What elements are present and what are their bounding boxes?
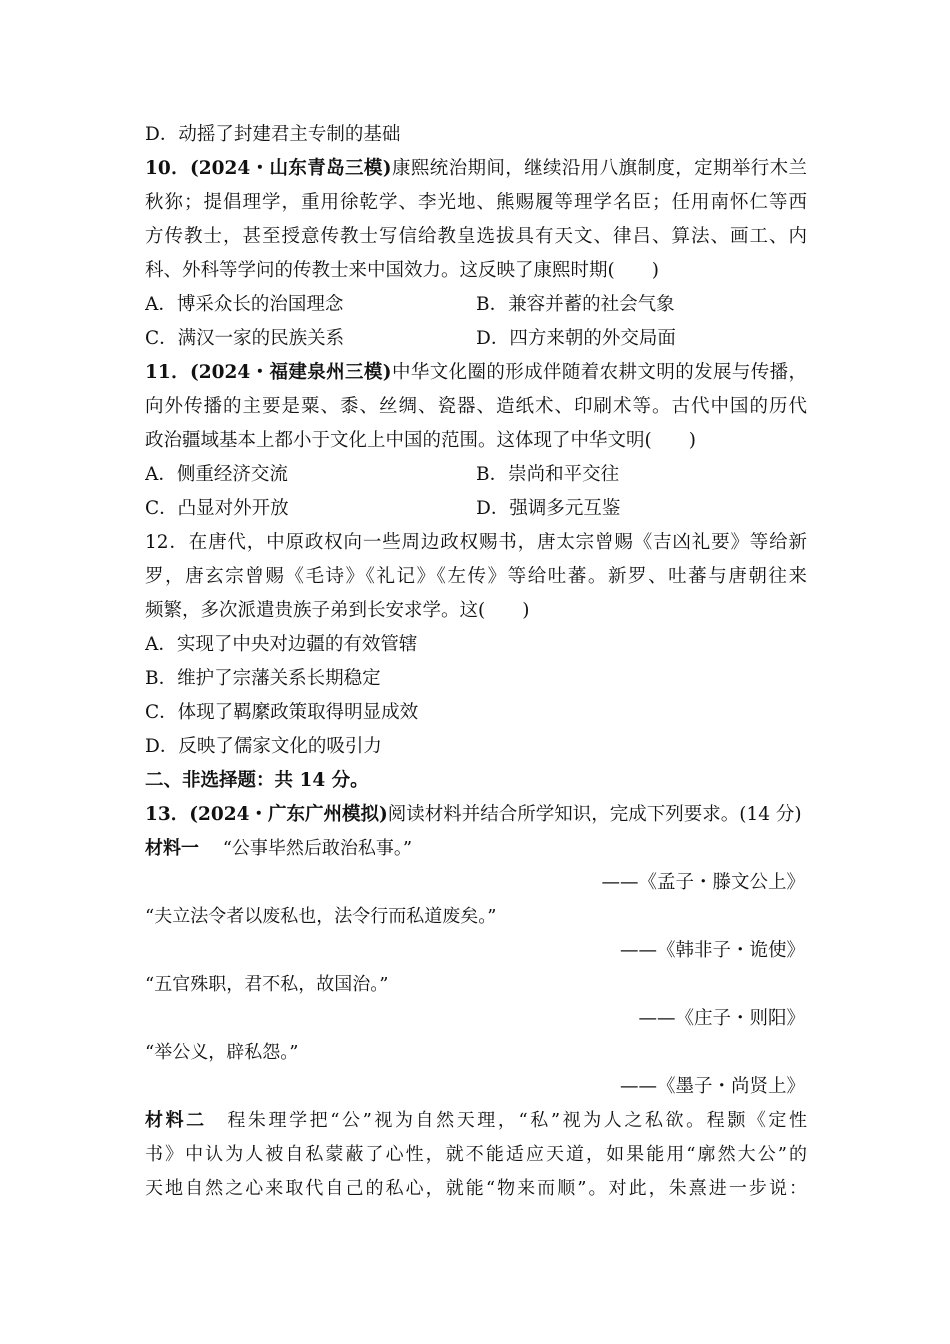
q9-option-d: D．动摇了封建君主专制的基础 bbox=[145, 124, 401, 145]
q10-line3: 方传教士，甚至授意传教士写信给教皇选拔具有天文、律吕、算法、画工、内 bbox=[145, 226, 807, 247]
quote-3: “五官殊职，君不私，故国治。” bbox=[145, 974, 389, 995]
q10-number-source: 10．(2024・山东青岛三模) bbox=[145, 158, 392, 179]
q11-options-row2 bbox=[145, 492, 807, 526]
quote-2: “夫立法令者以废私也，法令行而私道废矣。” bbox=[145, 906, 497, 927]
q11-option-a: A．侧重经济交流 bbox=[145, 464, 288, 485]
q12-option-a: A．实现了中央对边疆的有效管辖 bbox=[145, 634, 418, 655]
q11-option-c: C．凸显对外开放 bbox=[145, 498, 289, 519]
material2-line1: 材料二 程朱理学把“公”视为自然天理，“私”视为人之私欲。程颢《定性 bbox=[145, 1110, 807, 1131]
exam-page bbox=[145, 118, 807, 1206]
q12-line1: 12．在唐代，中原政权向一些周边政权赐书，唐太宗曾赐《吉凶礼要》等给新 bbox=[145, 532, 807, 553]
q12-line3: 频繁，多次派遣贵族子弟到长安求学。这( ) bbox=[145, 600, 530, 621]
q11-line1: 11．(2024・福建泉州三模)中华文化圈的形成伴随着农耕文明的发展与传播， bbox=[145, 362, 807, 383]
q11-line3: 政治疆域基本上都小于文化上中国的范围。这体现了中华文明( ) bbox=[145, 430, 696, 451]
q11-options-row1 bbox=[145, 458, 807, 492]
quote-3-source: ——《庄子・则阳》 bbox=[638, 1008, 805, 1029]
material1-line bbox=[145, 832, 807, 866]
quote-4-source: ——《墨子・尚贤上》 bbox=[619, 1076, 805, 1097]
q10-line2: 秋狝；提倡理学，重用徐乾学、李光地、熊赐履等理学名臣；任用南怀仁等西 bbox=[145, 192, 807, 213]
q10-option-a: A．博采众长的治国理念 bbox=[145, 294, 344, 315]
q11-line2: 向外传播的主要是粟、黍、丝绸、瓷器、造纸术、印刷术等。古代中国的历代 bbox=[145, 396, 807, 417]
section-heading: 二、非选择题：共 14 分。 bbox=[145, 770, 369, 791]
material2-line2: 书》中认为人被自私蒙蔽了心性，就不能适应天道，如果能用“廓然大公”的 bbox=[145, 1144, 807, 1165]
q10-line4: 科、外科等学问的传教士来中国效力。这反映了康熙时期( ) bbox=[145, 260, 659, 281]
q10-line1: 10．(2024・山东青岛三模)康熙统治期间，继续沿用八旗制度，定期举行木兰 bbox=[145, 158, 807, 179]
q12-line2: 罗，唐玄宗曾赐《毛诗》《礼记》《左传》等给吐蕃。新罗、吐蕃与唐朝往来 bbox=[145, 566, 807, 587]
q12-option-d: D．反映了儒家文化的吸引力 bbox=[145, 736, 382, 757]
material2-line3: 天地自然之心来取代自己的私心，就能“物来而顺”。对此，朱熹进一步说： bbox=[145, 1178, 807, 1199]
q10-options-row1 bbox=[145, 288, 807, 322]
material1-label: 材料一 bbox=[145, 838, 199, 859]
q13-number-source: 13．(2024・广东广州模拟) bbox=[145, 804, 388, 825]
quote-4: “举公义，辟私怨。” bbox=[145, 1042, 299, 1063]
q11-option-b: B．崇尚和平交往 bbox=[476, 464, 620, 485]
q12-option-b: B．维护了宗藩关系长期稳定 bbox=[145, 668, 381, 689]
q12-option-c: C．体现了羁縻政策取得明显成效 bbox=[145, 702, 419, 723]
q11-number-source: 11．(2024・福建泉州三模) bbox=[145, 362, 392, 383]
q10-option-c: C．满汉一家的民族关系 bbox=[145, 328, 345, 349]
quote-2-source: ——《韩非子・诡使》 bbox=[619, 940, 805, 961]
q10-option-b: B．兼容并蓄的社会气象 bbox=[476, 294, 675, 315]
q13-line1: 13．(2024・广东广州模拟)阅读材料并结合所学知识，完成下列要求。(14 分) bbox=[145, 804, 802, 825]
q11-option-d: D．强调多元互鉴 bbox=[476, 498, 621, 519]
q10-options-row2 bbox=[145, 322, 807, 356]
quote-1-source: ——《孟子・滕文公上》 bbox=[601, 872, 805, 893]
quote-1: “公事毕然后敢治私事。” bbox=[222, 838, 413, 859]
material2-label: 材料二 bbox=[145, 1110, 207, 1131]
q10-option-d: D．四方来朝的外交局面 bbox=[476, 328, 676, 349]
